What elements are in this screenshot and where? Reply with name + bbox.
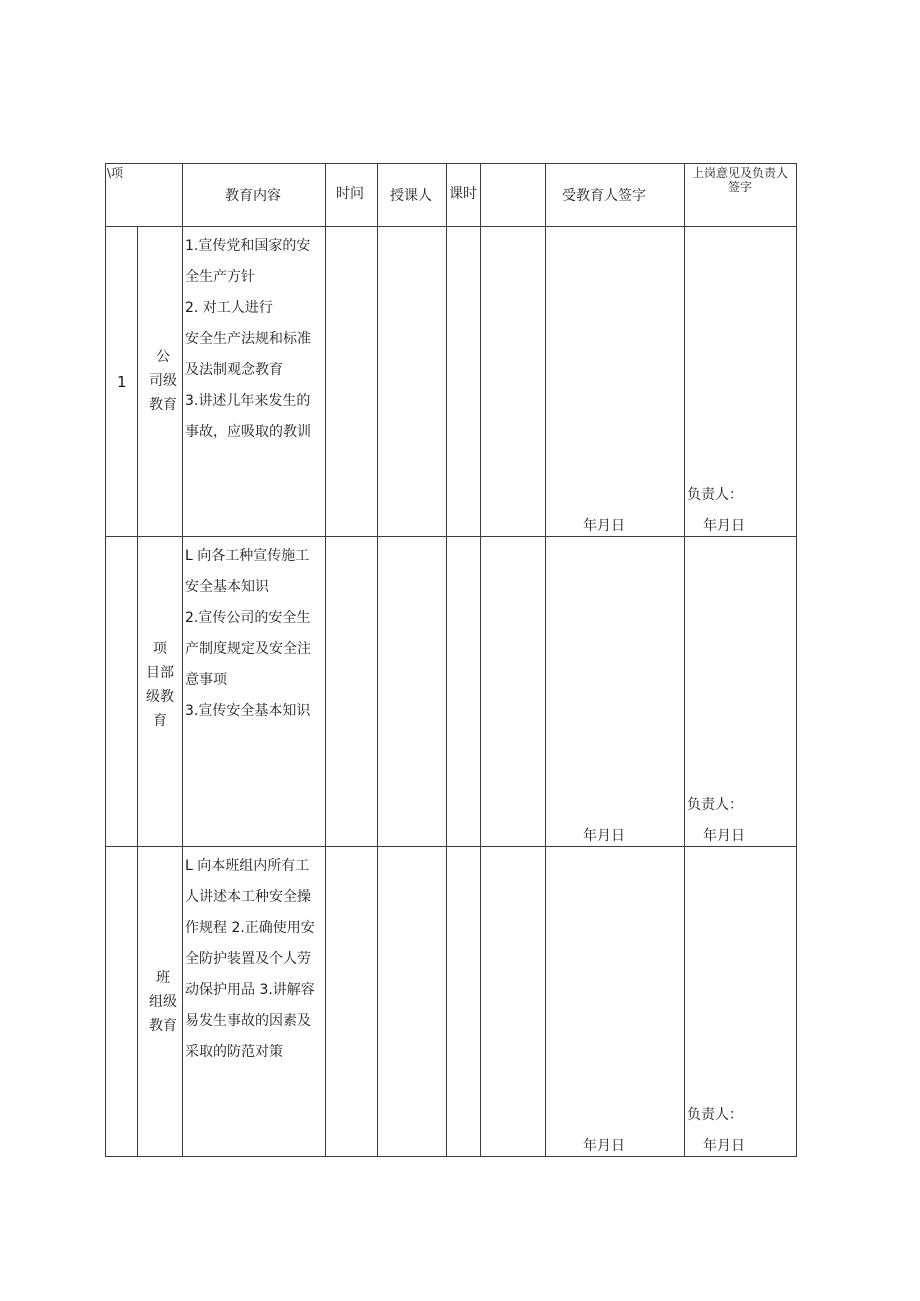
- header-bottom-line: [105, 226, 797, 227]
- supervisor-date: 年月日: [703, 828, 745, 844]
- responsible-label: 负责人：: [687, 797, 743, 813]
- header-trainee-sign: 受教育人签字: [562, 188, 646, 204]
- header-teacher: 授课人: [390, 188, 432, 204]
- header-hours: 课时: [449, 186, 477, 202]
- blank-trainee-divider: [545, 163, 546, 1157]
- row-content: L 向本班组内所有工 人讲述本工种安全操 作规程 2.正确使用安 全防护装置及个人劳 动保护用品 3.讲解容 易发生事故的因素及 采取的防范对策: [185, 858, 315, 1060]
- table-border-bottom: [105, 1156, 797, 1157]
- row-2-bottom-line: [105, 846, 797, 847]
- teacher-hours-divider: [446, 163, 447, 1157]
- header-corner-label: \项: [107, 166, 124, 180]
- row-category: 班 组级 教育: [149, 970, 177, 1034]
- row-category: 项 目部 级教 育: [146, 641, 174, 729]
- header-time: 时问: [336, 186, 364, 202]
- row-number: 1: [117, 373, 127, 391]
- time-teacher-divider: [377, 163, 378, 1157]
- row-content: L 向各工种宣传施工 安全基本知识 2.宣传公司的安全生 产制度规定及安全注 意事项 3.宣传安全基本知识: [185, 548, 311, 719]
- table-border-right: [796, 163, 797, 1157]
- hours-blank-divider: [480, 163, 481, 1157]
- trainee-supervisor-divider: [684, 163, 685, 1157]
- supervisor-date: 年月日: [703, 518, 745, 534]
- table-border-top: [105, 163, 797, 164]
- trainee-date: 年月日: [583, 518, 625, 534]
- supervisor-date: 年月日: [703, 1138, 745, 1154]
- trainee-date: 年月日: [583, 828, 625, 844]
- trainee-date: 年月日: [583, 1138, 625, 1154]
- responsible-label: 负责人：: [687, 1107, 743, 1123]
- row-1-bottom-line: [105, 536, 797, 537]
- header-supervisor-sign: 上岗意见及负责人签字: [691, 166, 788, 194]
- header-content: 教育内容: [225, 188, 281, 204]
- responsible-label: 负责人：: [687, 487, 743, 503]
- row-category: 公 司级 教育: [149, 349, 177, 413]
- content-time-divider: [325, 163, 326, 1157]
- table-border-left: [105, 163, 106, 1157]
- row-content: 1.宣传党和国家的安 全生产方针 2. 对工人进行 安全生产法规和标准 及法制观念教育 3.讲述儿年来发生的 事故，应吸取的教训: [185, 238, 311, 440]
